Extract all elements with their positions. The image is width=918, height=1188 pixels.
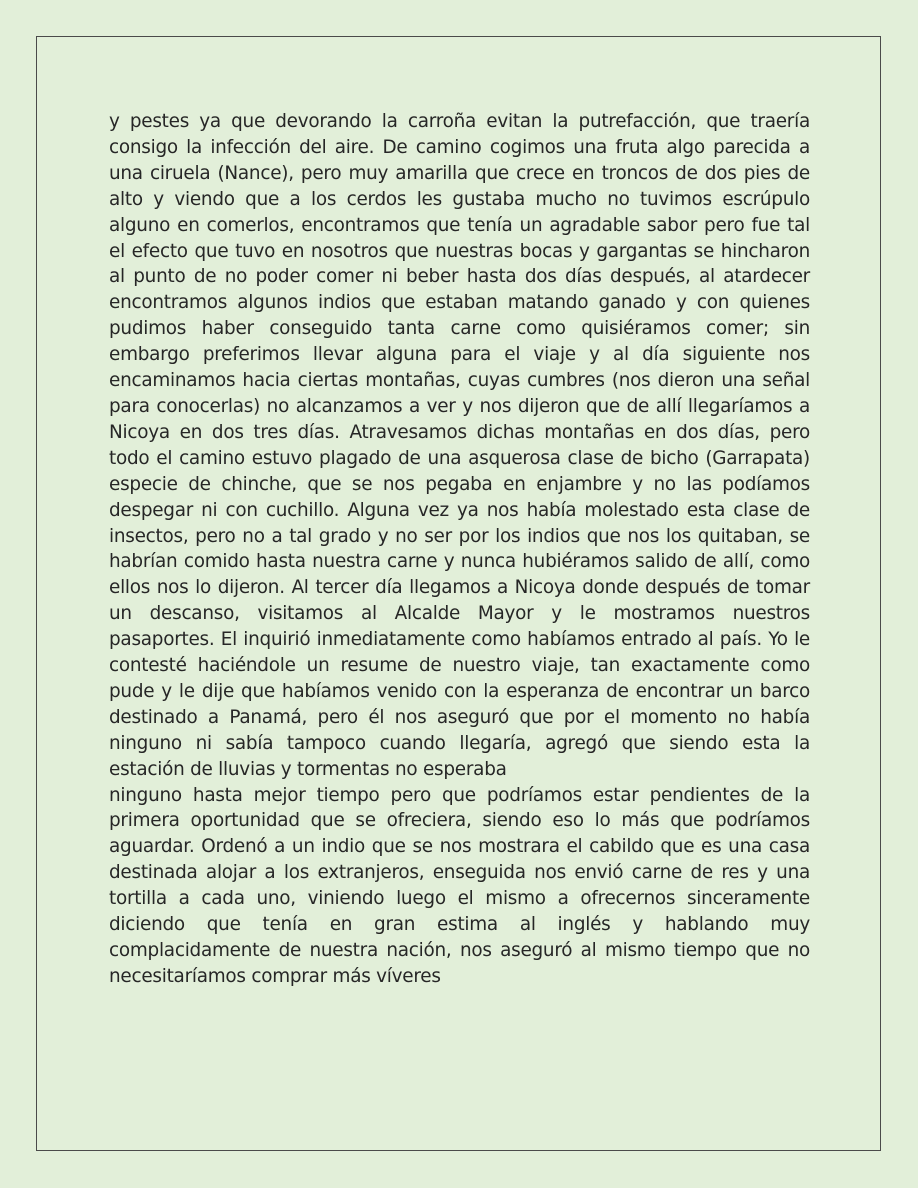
paragraph: y pestes ya que devorando la carroña evitan la putrefacción, que traería consigo la infección del aire. De camino cogimos una fruta algo parecida a una ciruela (Nance), pero muy amarilla que crece en troncos de dos pies de alto y viendo que a los cerdos les gustaba mucho no tuvimos escrúpulo alguno en comerlos, encontramos que tenía un agradable sabor pero fue tal el efecto que tuvo en nosotros que nuestras bocas y gargantas se hincharon al punto de no poder comer ni beber hasta dos días después, al atardecer encontramos algunos indios que estaban matando ganado y con quienes pudimos haber conseguido tanta carne como quisiéramos comer; sin embargo preferimos llevar alguna para el viaje y al día siguiente nos encaminamos hacia ciertas montañas, cuyas cumbres (nos dieron una señal para conocerlas) no alcanzamos a ver y nos dijeron que de allí llegaríamos a Nicoya en dos tres días. Atravesamos dichas montañas en dos días, pero todo el camino estuvo plagado de una asquerosa clase de bicho (Garrapata) especie de chinche, que se nos pegaba en enjambre y no las podíamos despegar ni con cuchillo. Alguna vez ya nos había molestado esta clase de insectos, pero no a tal grado y no ser por los indios que nos los quitaban, se habrían comido hasta nuestra carne y nunca hubiéramos salido de allí, como ellos nos lo dijeron. Al tercer día llegamos a Nicoya donde después de tomar un descanso, visitamos al Alcalde Mayor y le mostramos nuestros pasaportes. El inquirió inmediatamente como habíamos entrado al país. Yo le contesté haciéndole un resume de nuestro viaje, tan exactamente como pude y le dije que habíamos venido con la esperanza de encontrar un barco destinado a Panamá, pero él nos aseguró que por el momento no había ninguno ni sabía tampoco cuando llegaría, agregó que siendo esta la estación de lluvias y tormentas no esperaba: [109, 111, 810, 780]
paragraph: ninguno hasta mejor tiempo pero que podríamos estar pendientes de la primera oportunidad que se ofreciera, siendo eso lo más que podríamos aguardar. Ordenó a un indio que se nos mostrara el cabildo que es una casa destinada alojar a los extranjeros, enseguida nos envió carne de res y una tortilla a cada uno, viniendo luego el mismo a ofrecernos sinceramente diciendo que tenía en gran estima al inglés y hablando muy complacidamente de nuestra nación, nos aseguró al mismo tiempo que no necesitaríamos comprar más víveres: [109, 784, 810, 987]
document-body: [109, 109, 810, 990]
